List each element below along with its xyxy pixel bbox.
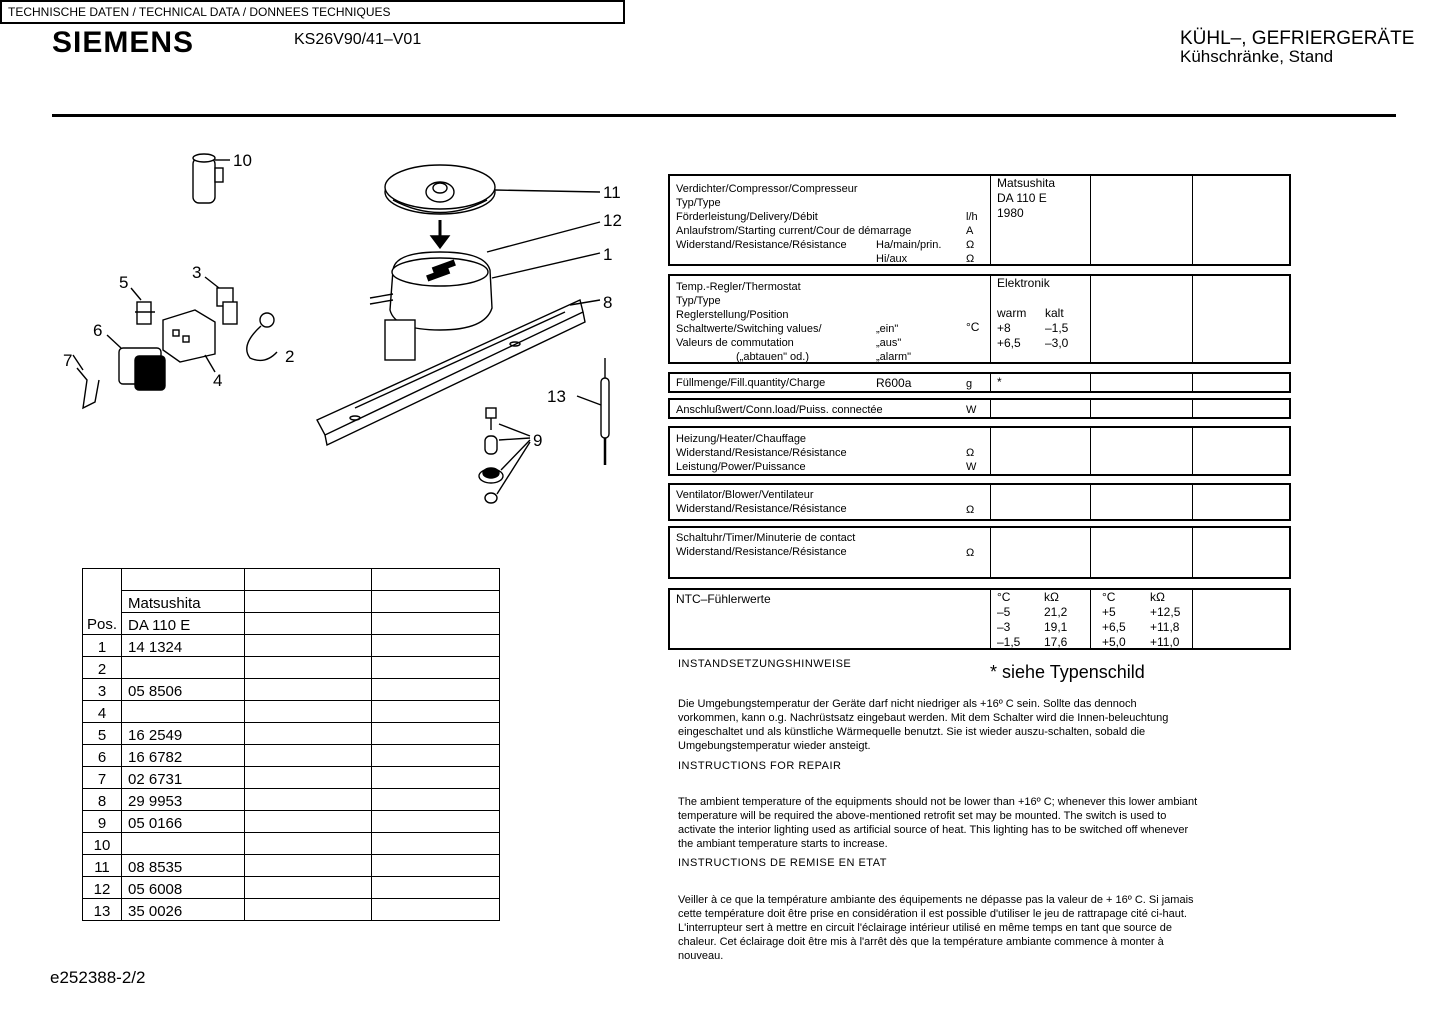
part-number-cell <box>122 701 245 723</box>
callout-6: 6 <box>93 321 103 340</box>
label: „ein" <box>876 323 899 335</box>
part-number-cell: 08 8535 <box>122 855 245 877</box>
value: kΩ <box>1044 590 1059 604</box>
part-number-cell: 14 1324 <box>122 635 245 657</box>
part-number-cell: 02 6731 <box>122 767 245 789</box>
label: Schaltuhr/Timer/Minuterie de contact <box>676 532 856 544</box>
starter-part <box>163 310 215 372</box>
value: –3,0 <box>1045 336 1069 350</box>
column-divider <box>1192 528 1193 577</box>
column-divider <box>990 374 991 391</box>
callout-12: 12 <box>603 211 622 230</box>
table-cell <box>245 745 372 767</box>
value: 17,6 <box>1044 635 1068 649</box>
table-cell <box>372 899 500 921</box>
brand-cell: Matsushita <box>122 591 245 613</box>
table-row <box>83 635 500 657</box>
pos-cell: 8 <box>83 789 122 811</box>
value: +11,8 <box>1150 620 1180 634</box>
column-divider <box>1192 276 1193 362</box>
load-section <box>668 398 1291 419</box>
label: Reglerstellung/Position <box>676 309 789 321</box>
column-divider <box>1192 374 1193 391</box>
value: +6,5 <box>1102 620 1126 634</box>
arrow-down-icon <box>431 220 449 248</box>
ntc-section <box>668 588 1291 650</box>
compressor-section <box>668 174 1291 266</box>
value: 1980 <box>997 206 1024 220</box>
column-divider <box>1090 428 1091 474</box>
repair-text-fr: Veiller à ce que la température ambiante des équipements ne dépasse pas la valeur de + 16º C. Si jamais cette température doit être prise en considération il est possible d'utiliser le jeu de rattrapage cité ci-haut. L'interrupteur sert à mettre en circuit l'éclairage intérieur utilisé en même temps en tant que source de chaleur. Cet éclairage doit être mis à l'arrêt dès que la température ambiante commence à monter à nouveau. <box>678 894 1194 962</box>
repair-heading-de: INSTANDSETZUNGSHINWEISE <box>678 658 852 670</box>
label: NTC–Fühlerwerte <box>676 592 771 606</box>
table-cell <box>372 811 500 833</box>
pos-cell: 9 <box>83 811 122 833</box>
table-cell <box>372 613 500 635</box>
value: * <box>997 375 1002 389</box>
capacitor-part <box>193 154 230 203</box>
label: Förderleistung/Delivery/Débit <box>676 211 818 223</box>
table-row <box>83 811 500 833</box>
column-divider <box>990 400 991 417</box>
value: °C <box>997 590 1011 604</box>
parts-table <box>82 568 500 921</box>
table-cell <box>245 591 372 613</box>
callout-7: 7 <box>63 351 73 370</box>
table-row <box>83 767 500 789</box>
callout-11: 11 <box>603 183 621 202</box>
column-divider <box>1090 590 1091 648</box>
column-divider <box>1192 428 1193 474</box>
unit: Ω <box>966 504 975 516</box>
label: Typ/Type <box>676 197 721 209</box>
table-cell <box>245 855 372 877</box>
table-cell <box>372 723 500 745</box>
table-row <box>83 701 500 723</box>
unit: Ω <box>966 239 975 251</box>
table-cell <box>245 789 372 811</box>
unit: °C <box>966 320 980 334</box>
label: Heizung/Heater/Chauffage <box>676 433 807 445</box>
parts-table-top-row <box>83 569 500 591</box>
part-number-cell: 16 2549 <box>122 723 245 745</box>
value: 19,1 <box>1044 620 1068 634</box>
unit: Ω <box>966 253 975 265</box>
repair-heading-en: INSTRUCTIONS FOR REPAIR <box>678 760 842 772</box>
part-number-cell <box>122 833 245 855</box>
label: Ha/main/prin. <box>876 239 942 251</box>
blower-section <box>668 483 1291 521</box>
callout-10: 10 <box>233 151 252 170</box>
unit: W <box>966 461 977 473</box>
pos-cell: 2 <box>83 657 122 679</box>
exploded-parts-diagram <box>55 140 645 520</box>
clamp-part <box>73 355 99 408</box>
column-divider <box>990 276 991 362</box>
label: Widerstand/Resistance/Résistance <box>676 447 847 459</box>
value: –5 <box>997 605 1011 619</box>
pos-cell: 1 <box>83 635 122 657</box>
column-divider <box>1192 485 1193 519</box>
table-cell <box>372 855 500 877</box>
repair-text-de: Die Umgebungstemperatur der Geräte darf nicht niedriger als +16º C sein. Sollte das dennoch vorkommen, kann o.g. Nachrüstsatz eingebaut werden. Mit dem Schalter wird die Innen-beleuchtung eingeschaltet und als künstliche Wärmequelle benutzt. Sie ist wieder auszu-schalten, sobald die Umgebungstemperatur wieder ansteigt. <box>678 698 1169 752</box>
table-cell <box>372 569 500 591</box>
label: „aus" <box>876 337 902 349</box>
label: („abtauen" od.) <box>736 351 810 363</box>
unit: A <box>966 225 974 237</box>
value: DA 110 E <box>997 191 1047 205</box>
label: Anschlußwert/Conn.load/Puiss. connectée <box>676 404 883 416</box>
callout-9: 9 <box>533 431 543 450</box>
pos-cell: 5 <box>83 723 122 745</box>
compressor-cover-part <box>385 165 600 214</box>
value: Elektronik <box>997 276 1050 290</box>
unit: l/h <box>966 211 978 223</box>
label: Typ/Type <box>676 295 721 307</box>
table-cell <box>245 877 372 899</box>
model-number: KS26V90/41–V01 <box>294 31 422 48</box>
table-cell <box>372 745 500 767</box>
table-cell <box>122 569 245 591</box>
value: kalt <box>1045 306 1064 320</box>
column-divider <box>1192 400 1193 417</box>
table-cell <box>245 767 372 789</box>
label: Leistung/Power/Puissance <box>676 461 806 473</box>
column-divider <box>1090 528 1091 577</box>
label: Ventilator/Blower/Ventilateur <box>676 489 814 501</box>
unit: Ω <box>966 547 975 559</box>
table-cell <box>372 789 500 811</box>
value: +5 <box>1102 605 1116 619</box>
table-cell <box>245 657 372 679</box>
table-cell <box>372 679 500 701</box>
table-row <box>83 745 500 767</box>
value: +8 <box>997 321 1011 335</box>
value: °C <box>1102 590 1116 604</box>
table-cell <box>245 679 372 701</box>
value: kΩ <box>1150 590 1165 604</box>
document-id: e252388-2/2 <box>50 968 146 987</box>
table-cell <box>372 657 500 679</box>
table-cell <box>245 811 372 833</box>
value: Matsushita <box>997 176 1056 190</box>
table-cell <box>372 767 500 789</box>
table-cell <box>372 701 500 723</box>
part-number-cell <box>122 657 245 679</box>
label: Schaltwerte/Switching values/ <box>676 323 822 335</box>
thermostat-section <box>668 274 1291 364</box>
pos-cell: 4 <box>83 701 122 723</box>
table-row <box>83 789 500 811</box>
part-number-cell: 05 6008 <box>122 877 245 899</box>
pos-cell: 7 <box>83 767 122 789</box>
label: Widerstand/Resistance/Résistance <box>676 546 847 558</box>
value: –1,5 <box>1045 321 1069 335</box>
column-divider <box>1192 590 1193 648</box>
compressor-part <box>370 222 600 360</box>
repair-text-en: The ambient temperature of the equipments should not be lower than +16º C; whenever this lower ambiant temperature will be required the above-mentioned retrofit set may be mounted. The switch is used to activate the interior lighting used as artificial source of heat. This lighting has to be switched off whenever the ambiant temperature starts to increase. <box>678 796 1198 850</box>
part-number-cell: 05 0166 <box>122 811 245 833</box>
callout-4: 4 <box>213 371 223 390</box>
pos-cell: 3 <box>83 679 122 701</box>
label: Temp.-Regler/Thermostat <box>676 281 801 293</box>
label: Widerstand/Resistance/Résistance <box>676 503 847 515</box>
pos-header: Pos. <box>86 616 117 633</box>
value: +12,5 <box>1150 605 1181 619</box>
callout-5: 5 <box>119 273 129 292</box>
table-cell <box>245 613 372 635</box>
model-cell: DA 110 E <box>122 613 245 635</box>
unit: W <box>966 404 977 416</box>
label: Widerstand/Resistance/Résistance <box>676 239 847 251</box>
header-divider <box>52 114 1396 117</box>
callout-13: 13 <box>547 387 566 406</box>
technical-data-title: TECHNISCHE DATEN / TECHNICAL DATA / DONNEES TECHNIQUES <box>0 0 625 24</box>
column-divider <box>1090 374 1091 391</box>
category-title: KÜHL–, GEFRIERGERÄTE <box>1180 28 1415 49</box>
table-row <box>83 899 500 921</box>
pos-cell: 11 <box>83 855 122 877</box>
column-divider <box>990 428 991 474</box>
table-row <box>83 679 500 701</box>
table-cell <box>372 591 500 613</box>
category-subtitle: Kühschränke, Stand <box>1180 47 1334 66</box>
column-divider <box>1192 176 1193 264</box>
table-cell <box>245 569 372 591</box>
table-cell <box>83 569 122 635</box>
brand-logo: SIEMENS <box>52 26 195 59</box>
repair-heading-fr: INSTRUCTIONS DE REMISE EN ETAT <box>678 857 887 869</box>
parts-table-brand-row <box>83 591 500 613</box>
column-divider <box>1090 485 1091 519</box>
column-divider <box>1090 276 1091 362</box>
protector-box-part <box>107 335 165 390</box>
table-cell <box>245 723 372 745</box>
filter-drier-part <box>577 358 609 465</box>
value: 21,2 <box>1044 605 1068 619</box>
clip-part <box>131 288 155 324</box>
timer-section <box>668 526 1291 579</box>
label: „alarm" <box>876 351 912 363</box>
table-row <box>83 657 500 679</box>
label: Valeurs de commutation <box>676 337 794 349</box>
callout-1: 1 <box>603 245 613 264</box>
part-number-cell: 35 0026 <box>122 899 245 921</box>
pos-cell: 6 <box>83 745 122 767</box>
value: warm <box>997 306 1027 320</box>
fastener-set-part <box>479 408 530 503</box>
value: –1,5 <box>997 635 1021 649</box>
callout-3: 3 <box>192 263 202 282</box>
table-cell <box>245 899 372 921</box>
table-cell <box>372 635 500 657</box>
unit: g <box>966 378 973 390</box>
part-number-cell: 16 6782 <box>122 745 245 767</box>
value: R600a <box>876 376 912 390</box>
table-row <box>83 877 500 899</box>
charge-section <box>668 372 1291 393</box>
column-divider <box>1090 400 1091 417</box>
table-row <box>83 833 500 855</box>
heater-section <box>668 426 1291 476</box>
column-divider <box>990 590 991 648</box>
table-cell <box>245 701 372 723</box>
part-number-cell: 29 9953 <box>122 789 245 811</box>
table-row <box>83 723 500 745</box>
callout-2: 2 <box>285 347 295 366</box>
value: +6,5 <box>997 336 1021 350</box>
relay-part <box>205 277 237 324</box>
type-plate-note: * siehe Typenschild <box>990 662 1145 682</box>
column-divider <box>1090 176 1091 264</box>
pos-cell: 10 <box>83 833 122 855</box>
table-cell <box>245 833 372 855</box>
label: Verdichter/Compressor/Compresseur <box>676 183 858 195</box>
value: +11,0 <box>1150 635 1180 649</box>
part-number-cell: 05 8506 <box>122 679 245 701</box>
pos-cell: 13 <box>83 899 122 921</box>
callout-8: 8 <box>603 293 613 312</box>
label: Füllmenge/Fill.quantity/Charge <box>676 377 826 389</box>
pos-cell: 12 <box>83 877 122 899</box>
column-divider <box>990 176 991 264</box>
unit: Ω <box>966 447 975 459</box>
table-cell <box>372 833 500 855</box>
label: Anlaufstrom/Starting current/Cour de démarrage <box>676 225 912 237</box>
table-cell <box>372 877 500 899</box>
table-row <box>83 855 500 877</box>
label: Hi/aux <box>876 253 908 265</box>
column-divider <box>990 528 991 577</box>
cable-part <box>247 313 277 360</box>
value: –3 <box>997 620 1011 634</box>
value: +5,0 <box>1102 635 1126 649</box>
parts-table-model-row <box>83 613 500 635</box>
column-divider <box>990 485 991 519</box>
table-cell <box>245 635 372 657</box>
